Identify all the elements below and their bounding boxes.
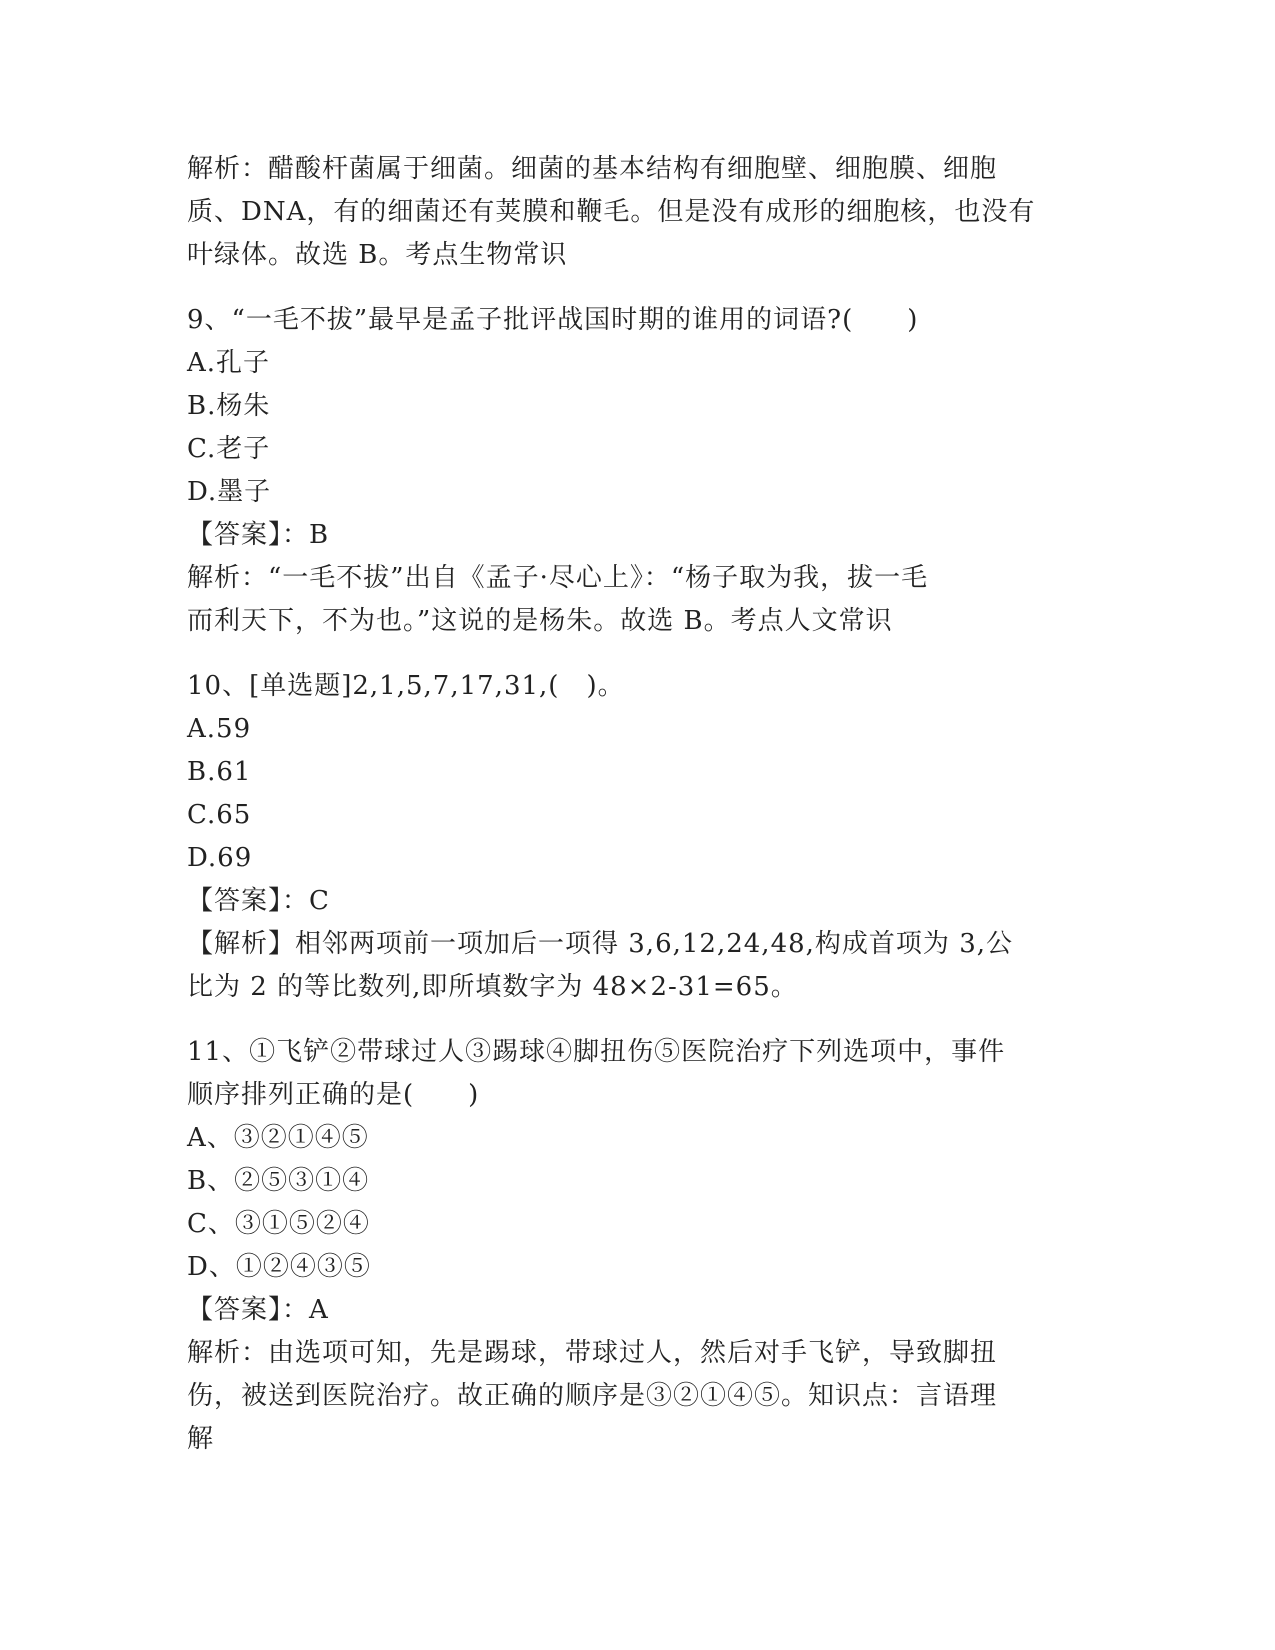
- q9-option-d: D.墨子: [187, 477, 272, 507]
- q9-option-a: A.孔子: [187, 348, 271, 378]
- q11-analysis-line: 解析：由选项可知，先是踢球，带球过人，然后对手飞铲，导致脚扭: [187, 1338, 998, 1368]
- q11-analysis-line: 解: [187, 1424, 215, 1454]
- q10-option-a: A.59: [187, 714, 252, 744]
- q11-option-c: C、③①⑤②④: [187, 1209, 370, 1239]
- q10-analysis-line: 【解析】相邻两项前一项加后一项得 3,6,12,24,48,构成首项为 3,公: [187, 929, 1013, 959]
- q11-question-line: 11、①飞铲②带球过人③踢球④脚扭伤⑤医院治疗下列选项中，事件: [187, 1037, 1006, 1067]
- q11-answer: 【答案】：A: [187, 1295, 329, 1325]
- q11-option-a: A、③②①④⑤: [187, 1123, 369, 1153]
- q9-analysis-line: 而利天下，不为也。”这说的是杨朱。故选 B。考点人文常识: [187, 606, 893, 636]
- q11-question-line: 顺序排列正确的是( ): [187, 1080, 480, 1110]
- q11-analysis-line: 伤，被送到医院治疗。故正确的顺序是③②①④⑤。知识点：言语理: [187, 1381, 998, 1411]
- document-page: [187, 148, 1077, 1461]
- q9-question: 9、“一毛不拔”最早是孟子批评战国时期的谁用的词语?( ): [187, 305, 919, 335]
- q10-analysis-line: 比为 2 的等比数列,即所填数字为 48×2-31=65。: [187, 972, 798, 1002]
- q9-block: [187, 299, 1077, 643]
- q10-option-d: D.69: [187, 843, 253, 873]
- q10-option-b: B.61: [187, 757, 252, 787]
- q11-option-b: B、②⑤③①④: [187, 1166, 370, 1196]
- q9-option-c: C.老子: [187, 434, 271, 464]
- q8-analysis-line: 质、DNA，有的细菌还有荚膜和鞭毛。但是没有成形的细胞核，也没有: [187, 197, 1036, 227]
- q10-block: [187, 665, 1077, 1009]
- q8-block: [187, 148, 1077, 277]
- q8-analysis-line: 解析：醋酸杆菌属于细菌。细菌的基本结构有细胞壁、细胞膜、细胞: [187, 154, 998, 184]
- q10-option-c: C.65: [187, 800, 252, 830]
- q8-analysis-line: 叶绿体。故选 B。考点生物常识: [187, 240, 568, 270]
- q10-answer: 【答案】：C: [187, 886, 330, 916]
- q9-option-b: B.杨朱: [187, 391, 271, 421]
- q9-answer: 【答案】：B: [187, 520, 330, 550]
- q9-analysis-line: 解析：“一毛不拔”出自《孟子·尽心上》：“杨子取为我，拔一毛: [187, 563, 929, 593]
- q10-question: 10、[单选题]2,1,5,7,17,31,( )。: [187, 671, 625, 701]
- q11-option-d: D、①②④③⑤: [187, 1252, 371, 1282]
- q11-block: [187, 1031, 1077, 1461]
